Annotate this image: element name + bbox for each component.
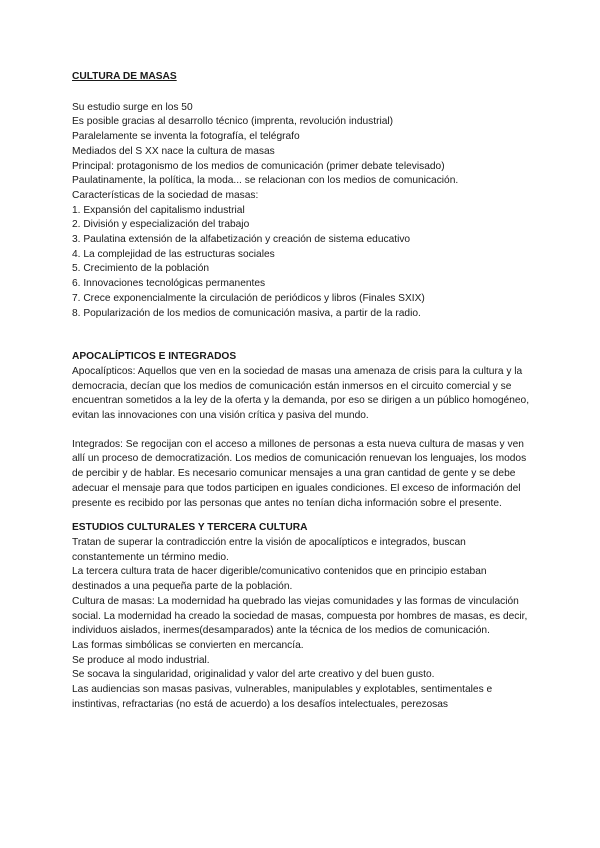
list-item: 5. Crecimiento de la población [72,263,210,275]
list-item: 2. División y especialización del trabajo [72,219,250,231]
section-heading: APOCALÍPTICOS E INTEGRADOS [72,351,237,363]
estudios-paragraph: Se produce al modo industrial. [72,654,210,666]
list-item: 1. Expansión del capitalismo industrial [72,204,245,216]
estudios-paragraph: Se socava la singularidad, originalidad y valor del arte creativo y del buen gusto. [72,669,435,681]
intro-line: Es posible gracias al desarrollo técnico (imprenta, revolución industrial) [72,116,394,128]
intro-line: Principal: protagonismo de los medios de comunicación (primer debate televisado) [72,160,445,172]
estudios-paragraph: Las audiencias son masas pasivas, vulnerables, manipulables y explotables, sentimentales e instintivas, refractarias (no está de acuerdo) a los desafíos intelectuales, perezosas [72,684,493,710]
section-heading: ESTUDIOS CULTURALES Y TERCERA CULTURA [72,522,308,534]
apocalipticos-section [72,350,532,511]
list-item: 8. Popularización de los medios de comunicación masiva, a partir de la radio. [72,307,421,319]
estudios-paragraph: La tercera cultura trata de hacer digerible/comunicativo contenidos que en principio estaban destinados a una pequeña parte de la población. [72,566,487,593]
intro-block [72,101,532,322]
intro-line: Paralelamente se inventa la fotografía, el telégrafo [72,131,300,143]
apocalipticos-paragraph: Apocalípticos: Aquellos que ven en la sociedad de masas una amenaza de crisis para la cultura y la democracia, decían que los medios de comunicación están inmersos en el circuito comercial y se encuentran sometidos a la ley de la oferta y la demanda, por eso se dirigen a un público homogéneo, evitan las innovaciones con una visión crítica y pasiva del mundo. [72,365,530,422]
intro-line: Paulatinamente, la política, la moda... se relacionan con los medios de comunicación. [72,175,459,187]
list-item: 4. La complejidad de las estructuras sociales [72,248,275,260]
estudios-paragraph: Cultura de masas: La modernidad ha quebrado las viejas comunidades y las formas de vinculación social. La modernidad ha creado la sociedad de masas, compuesta por hombres de masas, es decir, individuos aislados, inermes(desamparados) ante la técnica de los medios de comunicación. [72,595,528,637]
document-page [72,70,532,712]
list-item: 7. Crece exponencialmente la circulación de periódicos y libros (Finales SXIX) [72,292,425,304]
integrados-paragraph: Integrados: Se regocijan con el acceso a millones de personas a esta nueva cultura de masas y ven allí un proceso de democratización. Los medios de comunicación renuevan los lenguajes, los modos de percibir y de hablar. Es necesario comunicar mensajes a una gran cantidad de gente y se debe adecuar el mensaje para que todos participen en iguales condiciones. El exceso de información del presente es recibido por las personas que antes no tenían dicha información sobre el presente. [72,438,527,509]
intro-line: Su estudio surge en los 50 [72,101,193,113]
estudios-section [72,521,532,712]
document-title: CULTURA DE MASAS [72,71,177,82]
list-item: 3. Paulatina extensión de la alfabetización y creación de sistema educativo [72,234,411,246]
estudios-paragraph: Las formas simbólicas se convierten en mercancía. [72,639,304,651]
list-item: 6. Innovaciones tecnológicas permanentes [72,278,266,290]
intro-line: Mediados del S XX nace la cultura de masas [72,145,275,157]
intro-line: Características de la sociedad de masas: [72,189,259,201]
estudios-paragraph: Tratan de superar la contradicción entre la visión de apocalípticos e integrados, buscan constantemente un término medio. [72,536,466,563]
